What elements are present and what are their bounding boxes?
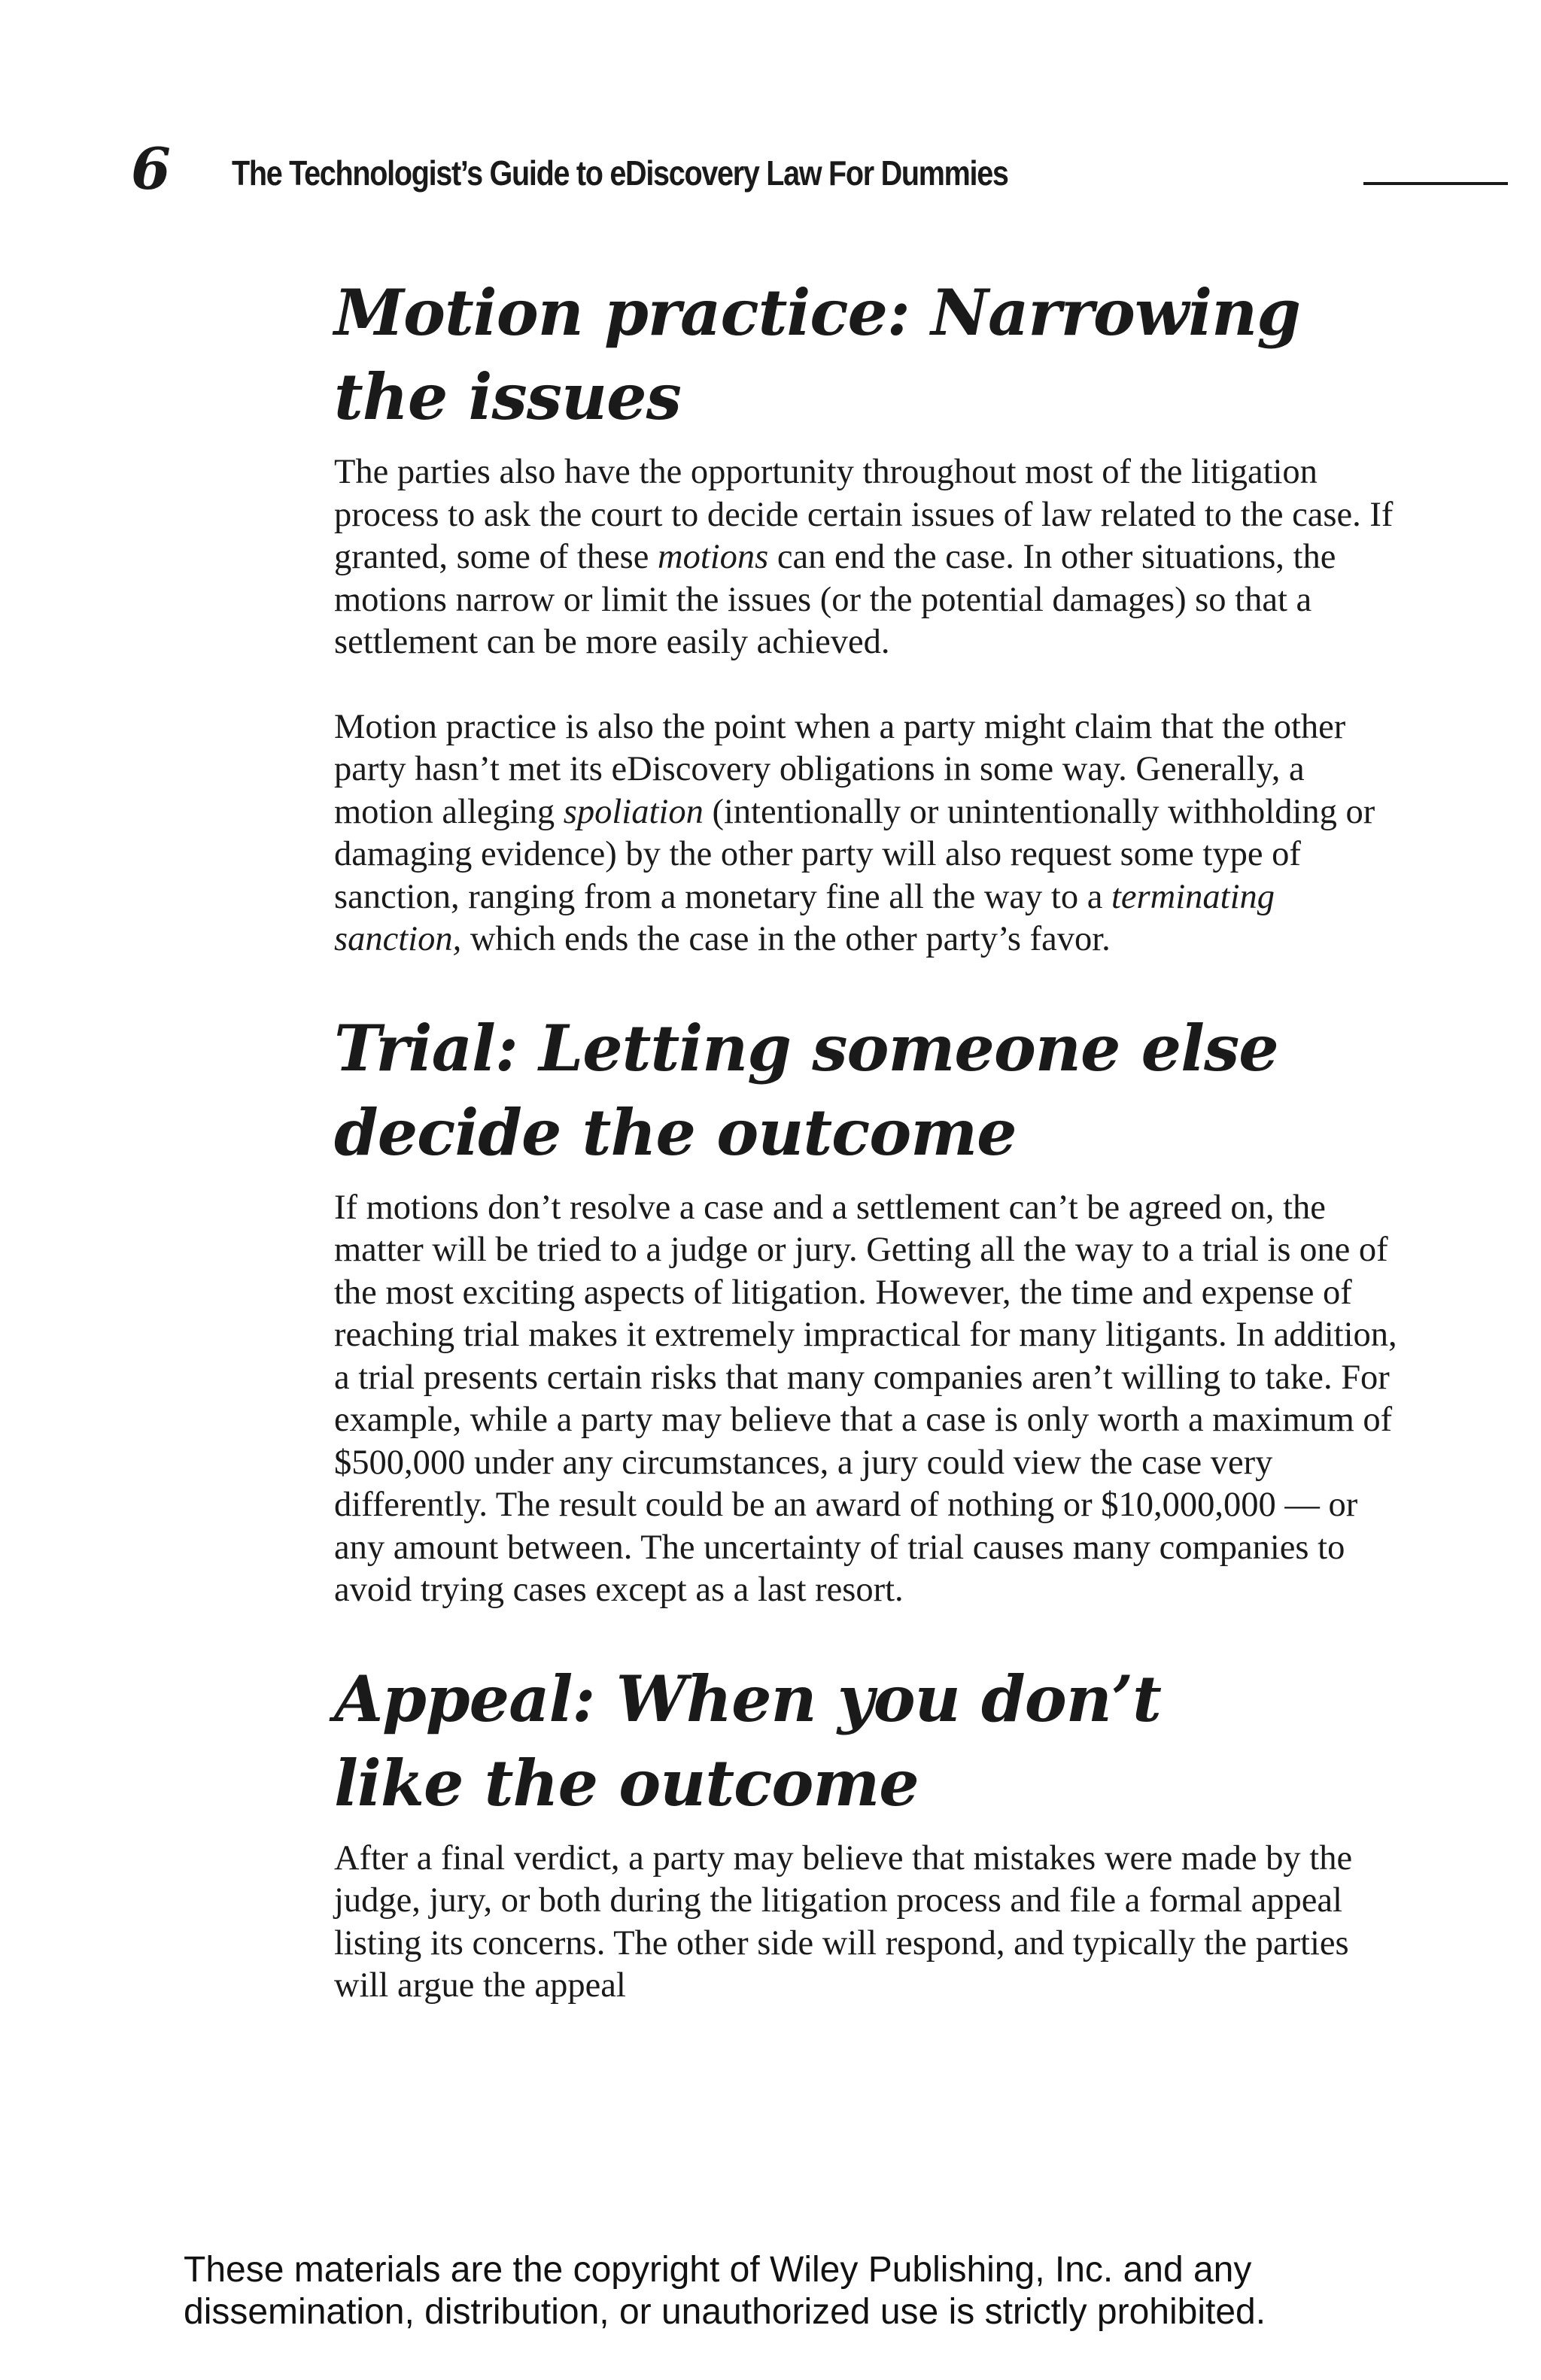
copyright-notice bbox=[184, 2249, 1418, 2333]
heading-line: the issues bbox=[334, 360, 681, 434]
page-number: 6 bbox=[131, 135, 171, 202]
running-head bbox=[131, 135, 1377, 203]
page-body bbox=[334, 271, 1403, 2008]
heading-line: Trial: Letting someone else bbox=[334, 1010, 1278, 1085]
heading-line: like the outcome bbox=[334, 1745, 919, 1820]
section-heading-motion-practice bbox=[334, 271, 1403, 439]
copyright-line: These materials are the copyright of Wiley Publishing, Inc. and any bbox=[184, 2250, 1252, 2290]
section-heading-appeal bbox=[334, 1657, 1403, 1826]
section-heading-trial bbox=[334, 1006, 1403, 1175]
paragraph-motions: The parties also have the opportunity throughout most of the litigation process to ask the court to decide certain issues of law related to the case. If granted, some of these motions can end the case. In other situations, the motions narrow or limit the issues (or the potential damages) so that a settlement can be more easily achieved. bbox=[334, 453, 1394, 661]
heading-line: Appeal: When you don’t bbox=[334, 1661, 1161, 1736]
heading-line: decide the outcome bbox=[334, 1094, 1017, 1170]
paragraph-appeal: After a final verdict, a party may believe that mistakes were made by the judge, jury, or both during the litigation process and file a formal appeal listing its concerns. The other side will respond, and typically the parties will argue the appeal bbox=[334, 1838, 1353, 2005]
paragraph-trial: If motions don’t resolve a case and a settlement can’t be agreed on, the matter will be tried to a judge or jury. Getting all the way to a trial is one of the most exciting aspects of litigation. However, the time and expense of reaching trial makes it extremely impractical for many litigants. In addition, a trial presents certain risks that many companies aren’t willing to take. For example, while a party may believe that a case is only worth a maximum of $500,000 under any circumstances, a jury could view the case very differently. The result could be an award of nothing or $10,000,000 — or any amount between. The uncertainty of trial causes many companies to avoid trying cases except as a last resort. bbox=[334, 1188, 1397, 1609]
heading-line: Motion practice: Narrowing bbox=[334, 275, 1300, 350]
header-rule bbox=[1363, 182, 1508, 185]
copyright-line: dissemination, distribution, or unauthorized use is strictly prohibited. bbox=[184, 2292, 1266, 2332]
italic-term: motions bbox=[658, 538, 769, 576]
book-title: The Technologist’s Guide to eDiscovery Law For Dummies bbox=[232, 153, 1008, 193]
paragraph-spoliation: Motion practice is also the point when a party might claim that the other party hasn’t met its eDiscovery obligations in some way. Generally, a motion alleging spoliation (intentionally or unintentionally withholding or damaging evidence) by the other party will also request some type of sanction, ranging from a monetary fine all the way to a terminating sanction, which ends the case in the other party’s favor. bbox=[334, 707, 1375, 958]
italic-term: terminating sanction, bbox=[334, 877, 1275, 958]
italic-term: spoliation bbox=[563, 792, 704, 831]
